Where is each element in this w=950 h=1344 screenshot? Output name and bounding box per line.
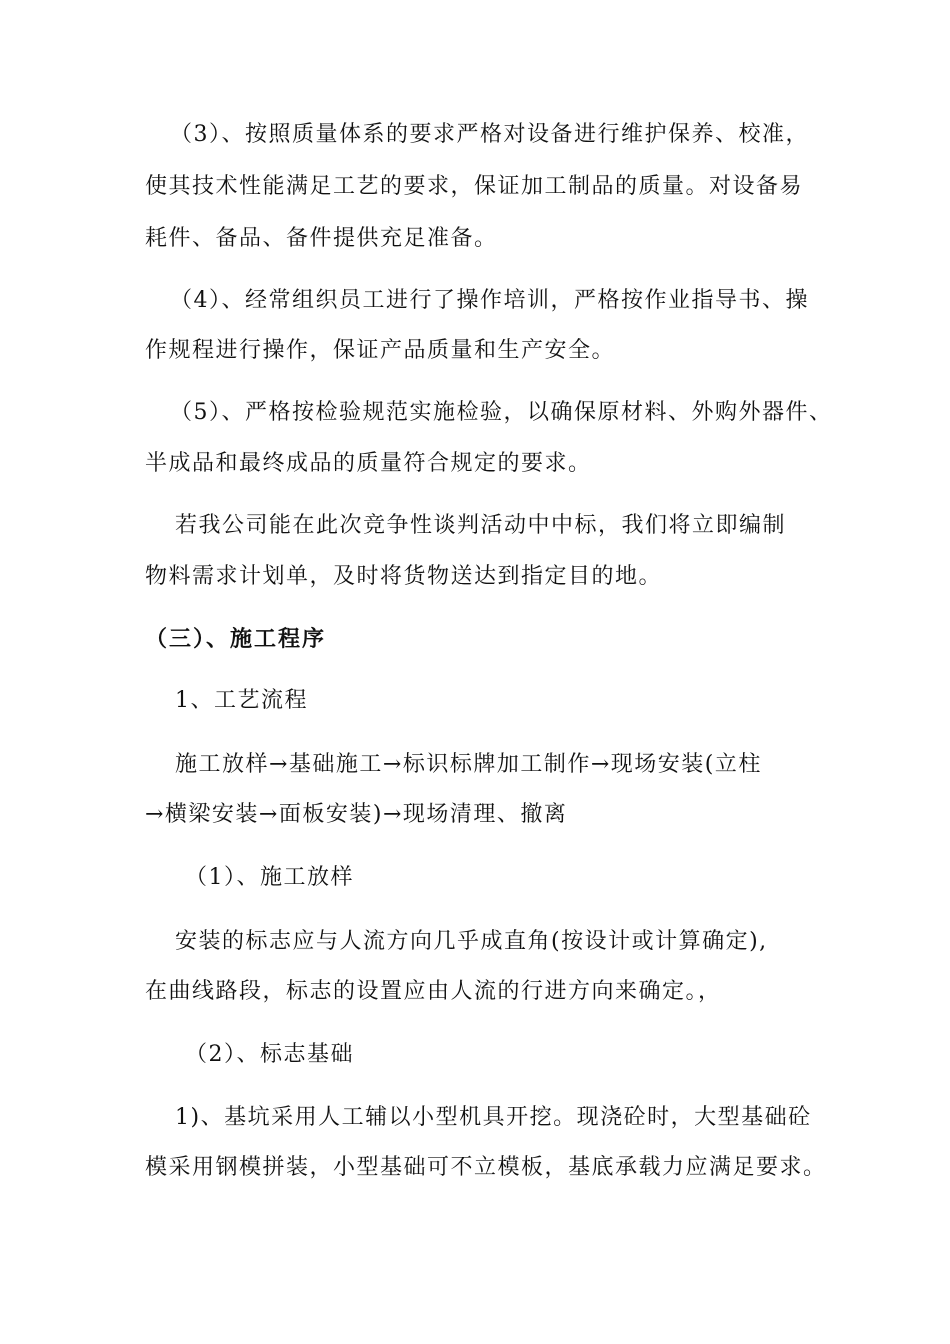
flow-line-1: 施工放样→基础施工→标识标牌加工制作→现场安装(立柱 — [175, 752, 762, 777]
para-bid-line-2: 物料需求计划单，及时将货物送达到指定目的地。 — [145, 564, 663, 589]
para-3-line-3: 耗件、备品、备件提供充足准备。 — [145, 226, 498, 251]
section-heading: （三）、施工程序 — [145, 626, 327, 652]
item-2-title: （2）、标志基础 — [185, 1042, 354, 1067]
para-4-line-2: 作规程进行操作，保证产品质量和生产安全。 — [145, 338, 616, 363]
para-4-line-1: （4）、经常组织员工进行了操作培训，严格按作业指导书、操 — [170, 288, 809, 313]
para-5-line-1: （5）、严格按检验规范实施检验，以确保原材料、外购外器件、 — [170, 400, 833, 425]
para-bid-line-1: 若我公司能在此次竞争性谈判活动中中标，我们将立即编制 — [175, 513, 787, 538]
item-1-title: （1）、施工放样 — [185, 865, 354, 890]
item-1-text-line-2: 在曲线路段，标志的设置应由人流的行进方向来确定。， — [145, 979, 722, 1004]
para-3-line-2: 使其技术性能满足工艺的要求，保证加工制品的质量。对设备易 — [145, 174, 804, 199]
flow-line-2: →横梁安装→面板安装)→现场清理、撤离 — [145, 802, 568, 827]
para-5-line-2: 半成品和最终成品的质量符合规定的要求。 — [145, 451, 592, 476]
subheading-process-flow: 1、工艺流程 — [175, 688, 308, 713]
item-2-text-line-1: 1)、基坑采用人工辅以小型机具开挖。现浇砼时，大型基础砼 — [175, 1105, 812, 1130]
item-1-text-line-1: 安装的标志应与人流方向几乎成直角(按设计或计算确定), — [175, 929, 768, 954]
para-3-line-1: （3）、按照质量体系的要求严格对设备进行维护保养、校准， — [170, 122, 809, 147]
item-2-text-line-2: 模采用钢模拼装，小型基础可不立模板，基底承载力应满足要求。 — [145, 1155, 827, 1180]
